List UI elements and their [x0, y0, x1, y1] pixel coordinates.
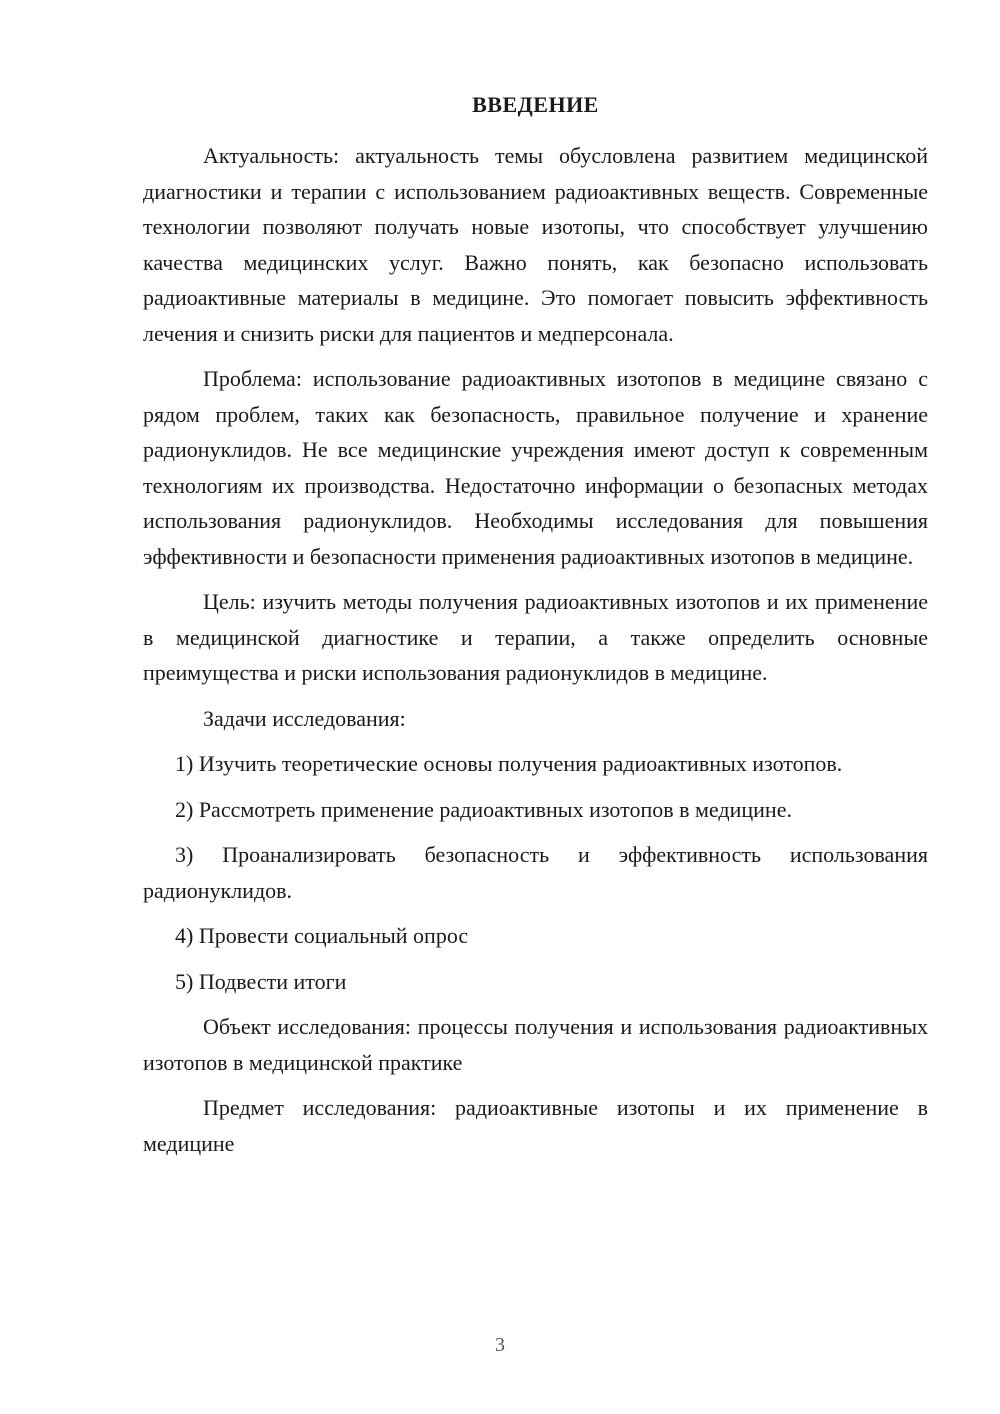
paragraph-goal: Цель: изучить методы получения радиоактивных изотопов и их применение в медицинской диагностике и терапии, а также определить основные преимущества и риски использования радионуклидов в медицине.: [143, 589, 928, 685]
page-number: 3: [495, 1334, 505, 1356]
tasks-heading: Задачи исследования:: [203, 705, 406, 731]
paragraph-object: Объект исследования: процессы получения и использования радиоактивных изотопов в медицинской практике: [143, 1014, 928, 1075]
task-item: 4) Провести социальный опрос: [175, 923, 469, 948]
task-item: 1) Изучить теоретические основы получения радиоактивных изотопов.: [175, 751, 843, 776]
paragraph-problem: Проблема: использование радиоактивных изотопов в медицине связано с рядом проблем, таких как безопасность, правильное получение и хранение радионуклидов. Не все медицинские учреждения имеют доступ к современным технологиям их производства. Недостаточно информации о безопасных методах использования радионуклидов. Необходимы исследования для повышения эффективности и безопасности применения радиоактивных изотопов в медицине.: [143, 366, 928, 569]
task-item: 5) Подвести итоги: [175, 968, 347, 994]
task-item: 2) Рассмотреть применение радиоактивных изотопов в медицине.: [175, 796, 792, 822]
paragraph-subject: Предмет исследования: радиоактивные изотопы и их применение в медицине: [143, 1095, 928, 1156]
page-title: ВВЕДЕНИЕ: [472, 92, 599, 117]
paragraph-relevance: Актуальность: актуальность темы обусловлена развитием медицинской диагностики и терапии с использованием радиоактивных веществ. Современные технологии позволяют получать новые изотопы, что способствует улучшению качества медицинских услуг. Важно понять, как безопасно использовать радиоактивные материалы в медицине. Это помогает повысить эффективность лечения и снизить риски для пациентов и медперсонала.: [143, 143, 928, 346]
task-item: 3) Проанализировать безопасность и эффективность использования радионуклидов.: [143, 842, 928, 903]
